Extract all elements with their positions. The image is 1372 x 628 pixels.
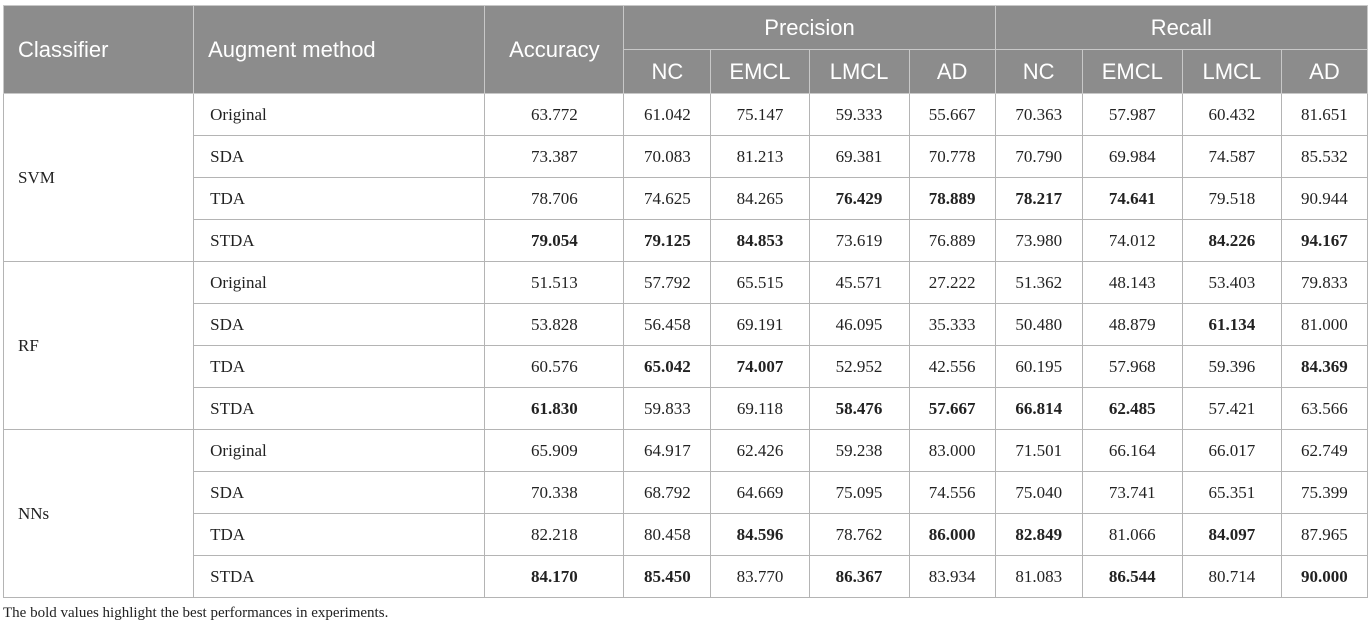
table-header <box>4 6 1368 94</box>
value-cell: 53.403 <box>1182 262 1281 304</box>
table-footnote: The bold values highlight the best performances in experiments. <box>3 605 389 621</box>
classifier-cell: SVM <box>4 94 194 262</box>
value-cell: 51.362 <box>995 262 1082 304</box>
table-row <box>4 304 1368 346</box>
value-cell: 65.042 <box>624 346 711 388</box>
value-cell: 83.934 <box>909 556 995 598</box>
method-cell: Original <box>194 94 485 136</box>
table-row <box>4 346 1368 388</box>
value-cell: 57.792 <box>624 262 711 304</box>
value-cell: 69.381 <box>809 136 909 178</box>
value-cell: 52.952 <box>809 346 909 388</box>
method-cell: TDA <box>194 514 485 556</box>
value-cell: 73.387 <box>485 136 624 178</box>
value-cell: 85.532 <box>1281 136 1367 178</box>
value-cell: 83.000 <box>909 430 995 472</box>
value-cell: 74.641 <box>1082 178 1182 220</box>
method-cell: STDA <box>194 220 485 262</box>
table-row <box>4 472 1368 514</box>
header-accuracy: Accuracy <box>485 6 624 94</box>
value-cell: 83.770 <box>711 556 809 598</box>
value-cell: 57.421 <box>1182 388 1281 430</box>
table-row <box>4 388 1368 430</box>
value-cell: 61.134 <box>1182 304 1281 346</box>
value-cell: 42.556 <box>909 346 995 388</box>
results-table <box>3 5 1368 598</box>
classifier-cell: RF <box>4 262 194 430</box>
value-cell: 53.828 <box>485 304 624 346</box>
value-cell: 69.118 <box>711 388 809 430</box>
value-cell: 76.889 <box>909 220 995 262</box>
method-cell: Original <box>194 262 485 304</box>
value-cell: 70.790 <box>995 136 1082 178</box>
method-cell: STDA <box>194 556 485 598</box>
value-cell: 62.426 <box>711 430 809 472</box>
value-cell: 73.619 <box>809 220 909 262</box>
header-precision: Precision <box>624 6 995 50</box>
value-cell: 58.476 <box>809 388 909 430</box>
value-cell: 74.007 <box>711 346 809 388</box>
value-cell: 62.749 <box>1281 430 1367 472</box>
value-cell: 81.083 <box>995 556 1082 598</box>
value-cell: 70.083 <box>624 136 711 178</box>
value-cell: 60.432 <box>1182 94 1281 136</box>
method-cell: TDA <box>194 346 485 388</box>
value-cell: 73.980 <box>995 220 1082 262</box>
value-cell: 50.480 <box>995 304 1082 346</box>
value-cell: 63.772 <box>485 94 624 136</box>
table-row <box>4 136 1368 178</box>
value-cell: 80.458 <box>624 514 711 556</box>
value-cell: 35.333 <box>909 304 995 346</box>
value-cell: 55.667 <box>909 94 995 136</box>
method-cell: TDA <box>194 178 485 220</box>
header-precision-ad: AD <box>909 50 995 94</box>
table-body <box>4 94 1368 598</box>
value-cell: 90.000 <box>1281 556 1367 598</box>
value-cell: 48.143 <box>1082 262 1182 304</box>
value-cell: 65.351 <box>1182 472 1281 514</box>
value-cell: 79.125 <box>624 220 711 262</box>
value-cell: 81.000 <box>1281 304 1367 346</box>
header-recall-nc: NC <box>995 50 1082 94</box>
value-cell: 60.195 <box>995 346 1082 388</box>
value-cell: 57.968 <box>1082 346 1182 388</box>
value-cell: 59.833 <box>624 388 711 430</box>
value-cell: 78.889 <box>909 178 995 220</box>
value-cell: 90.944 <box>1281 178 1367 220</box>
value-cell: 80.714 <box>1182 556 1281 598</box>
value-cell: 71.501 <box>995 430 1082 472</box>
value-cell: 62.485 <box>1082 388 1182 430</box>
value-cell: 81.213 <box>711 136 809 178</box>
value-cell: 74.556 <box>909 472 995 514</box>
value-cell: 84.226 <box>1182 220 1281 262</box>
value-cell: 63.566 <box>1281 388 1367 430</box>
value-cell: 75.040 <box>995 472 1082 514</box>
value-cell: 86.367 <box>809 556 909 598</box>
value-cell: 45.571 <box>809 262 909 304</box>
value-cell: 75.095 <box>809 472 909 514</box>
value-cell: 84.596 <box>711 514 809 556</box>
value-cell: 60.576 <box>485 346 624 388</box>
value-cell: 84.369 <box>1281 346 1367 388</box>
header-precision-lmcl: LMCL <box>809 50 909 94</box>
value-cell: 75.147 <box>711 94 809 136</box>
value-cell: 66.017 <box>1182 430 1281 472</box>
method-cell: SDA <box>194 136 485 178</box>
value-cell: 75.399 <box>1281 472 1367 514</box>
header-recall-lmcl: LMCL <box>1182 50 1281 94</box>
table-row <box>4 220 1368 262</box>
value-cell: 70.338 <box>485 472 624 514</box>
value-cell: 73.741 <box>1082 472 1182 514</box>
header-precision-emcl: EMCL <box>711 50 809 94</box>
value-cell: 65.515 <box>711 262 809 304</box>
value-cell: 85.450 <box>624 556 711 598</box>
value-cell: 57.987 <box>1082 94 1182 136</box>
value-cell: 84.170 <box>485 556 624 598</box>
value-cell: 84.853 <box>711 220 809 262</box>
value-cell: 59.333 <box>809 94 909 136</box>
value-cell: 86.000 <box>909 514 995 556</box>
value-cell: 74.587 <box>1182 136 1281 178</box>
table-row <box>4 94 1368 136</box>
table-row <box>4 514 1368 556</box>
method-cell: SDA <box>194 304 485 346</box>
classifier-cell: NNs <box>4 430 194 598</box>
header-precision-nc: NC <box>624 50 711 94</box>
table-row <box>4 178 1368 220</box>
value-cell: 74.012 <box>1082 220 1182 262</box>
value-cell: 48.879 <box>1082 304 1182 346</box>
value-cell: 66.814 <box>995 388 1082 430</box>
value-cell: 74.625 <box>624 178 711 220</box>
value-cell: 69.984 <box>1082 136 1182 178</box>
value-cell: 51.513 <box>485 262 624 304</box>
value-cell: 64.669 <box>711 472 809 514</box>
value-cell: 61.830 <box>485 388 624 430</box>
header-augment-method: Augment method <box>194 6 485 94</box>
value-cell: 57.667 <box>909 388 995 430</box>
value-cell: 94.167 <box>1281 220 1367 262</box>
header-recall: Recall <box>995 6 1367 50</box>
value-cell: 70.363 <box>995 94 1082 136</box>
value-cell: 86.544 <box>1082 556 1182 598</box>
value-cell: 84.097 <box>1182 514 1281 556</box>
value-cell: 61.042 <box>624 94 711 136</box>
value-cell: 66.164 <box>1082 430 1182 472</box>
value-cell: 78.706 <box>485 178 624 220</box>
value-cell: 27.222 <box>909 262 995 304</box>
header-classifier: Classifier <box>4 6 194 94</box>
value-cell: 78.217 <box>995 178 1082 220</box>
value-cell: 70.778 <box>909 136 995 178</box>
value-cell: 79.518 <box>1182 178 1281 220</box>
value-cell: 46.095 <box>809 304 909 346</box>
value-cell: 87.965 <box>1281 514 1367 556</box>
table-row <box>4 556 1368 598</box>
value-cell: 59.238 <box>809 430 909 472</box>
method-cell: STDA <box>194 388 485 430</box>
value-cell: 81.651 <box>1281 94 1367 136</box>
value-cell: 76.429 <box>809 178 909 220</box>
value-cell: 64.917 <box>624 430 711 472</box>
value-cell: 69.191 <box>711 304 809 346</box>
header-recall-emcl: EMCL <box>1082 50 1182 94</box>
value-cell: 82.218 <box>485 514 624 556</box>
value-cell: 78.762 <box>809 514 909 556</box>
method-cell: Original <box>194 430 485 472</box>
value-cell: 59.396 <box>1182 346 1281 388</box>
value-cell: 84.265 <box>711 178 809 220</box>
value-cell: 82.849 <box>995 514 1082 556</box>
header-recall-ad: AD <box>1281 50 1367 94</box>
value-cell: 56.458 <box>624 304 711 346</box>
value-cell: 79.833 <box>1281 262 1367 304</box>
value-cell: 65.909 <box>485 430 624 472</box>
table-row <box>4 430 1368 472</box>
value-cell: 68.792 <box>624 472 711 514</box>
value-cell: 81.066 <box>1082 514 1182 556</box>
table-row <box>4 262 1368 304</box>
value-cell: 79.054 <box>485 220 624 262</box>
method-cell: SDA <box>194 472 485 514</box>
